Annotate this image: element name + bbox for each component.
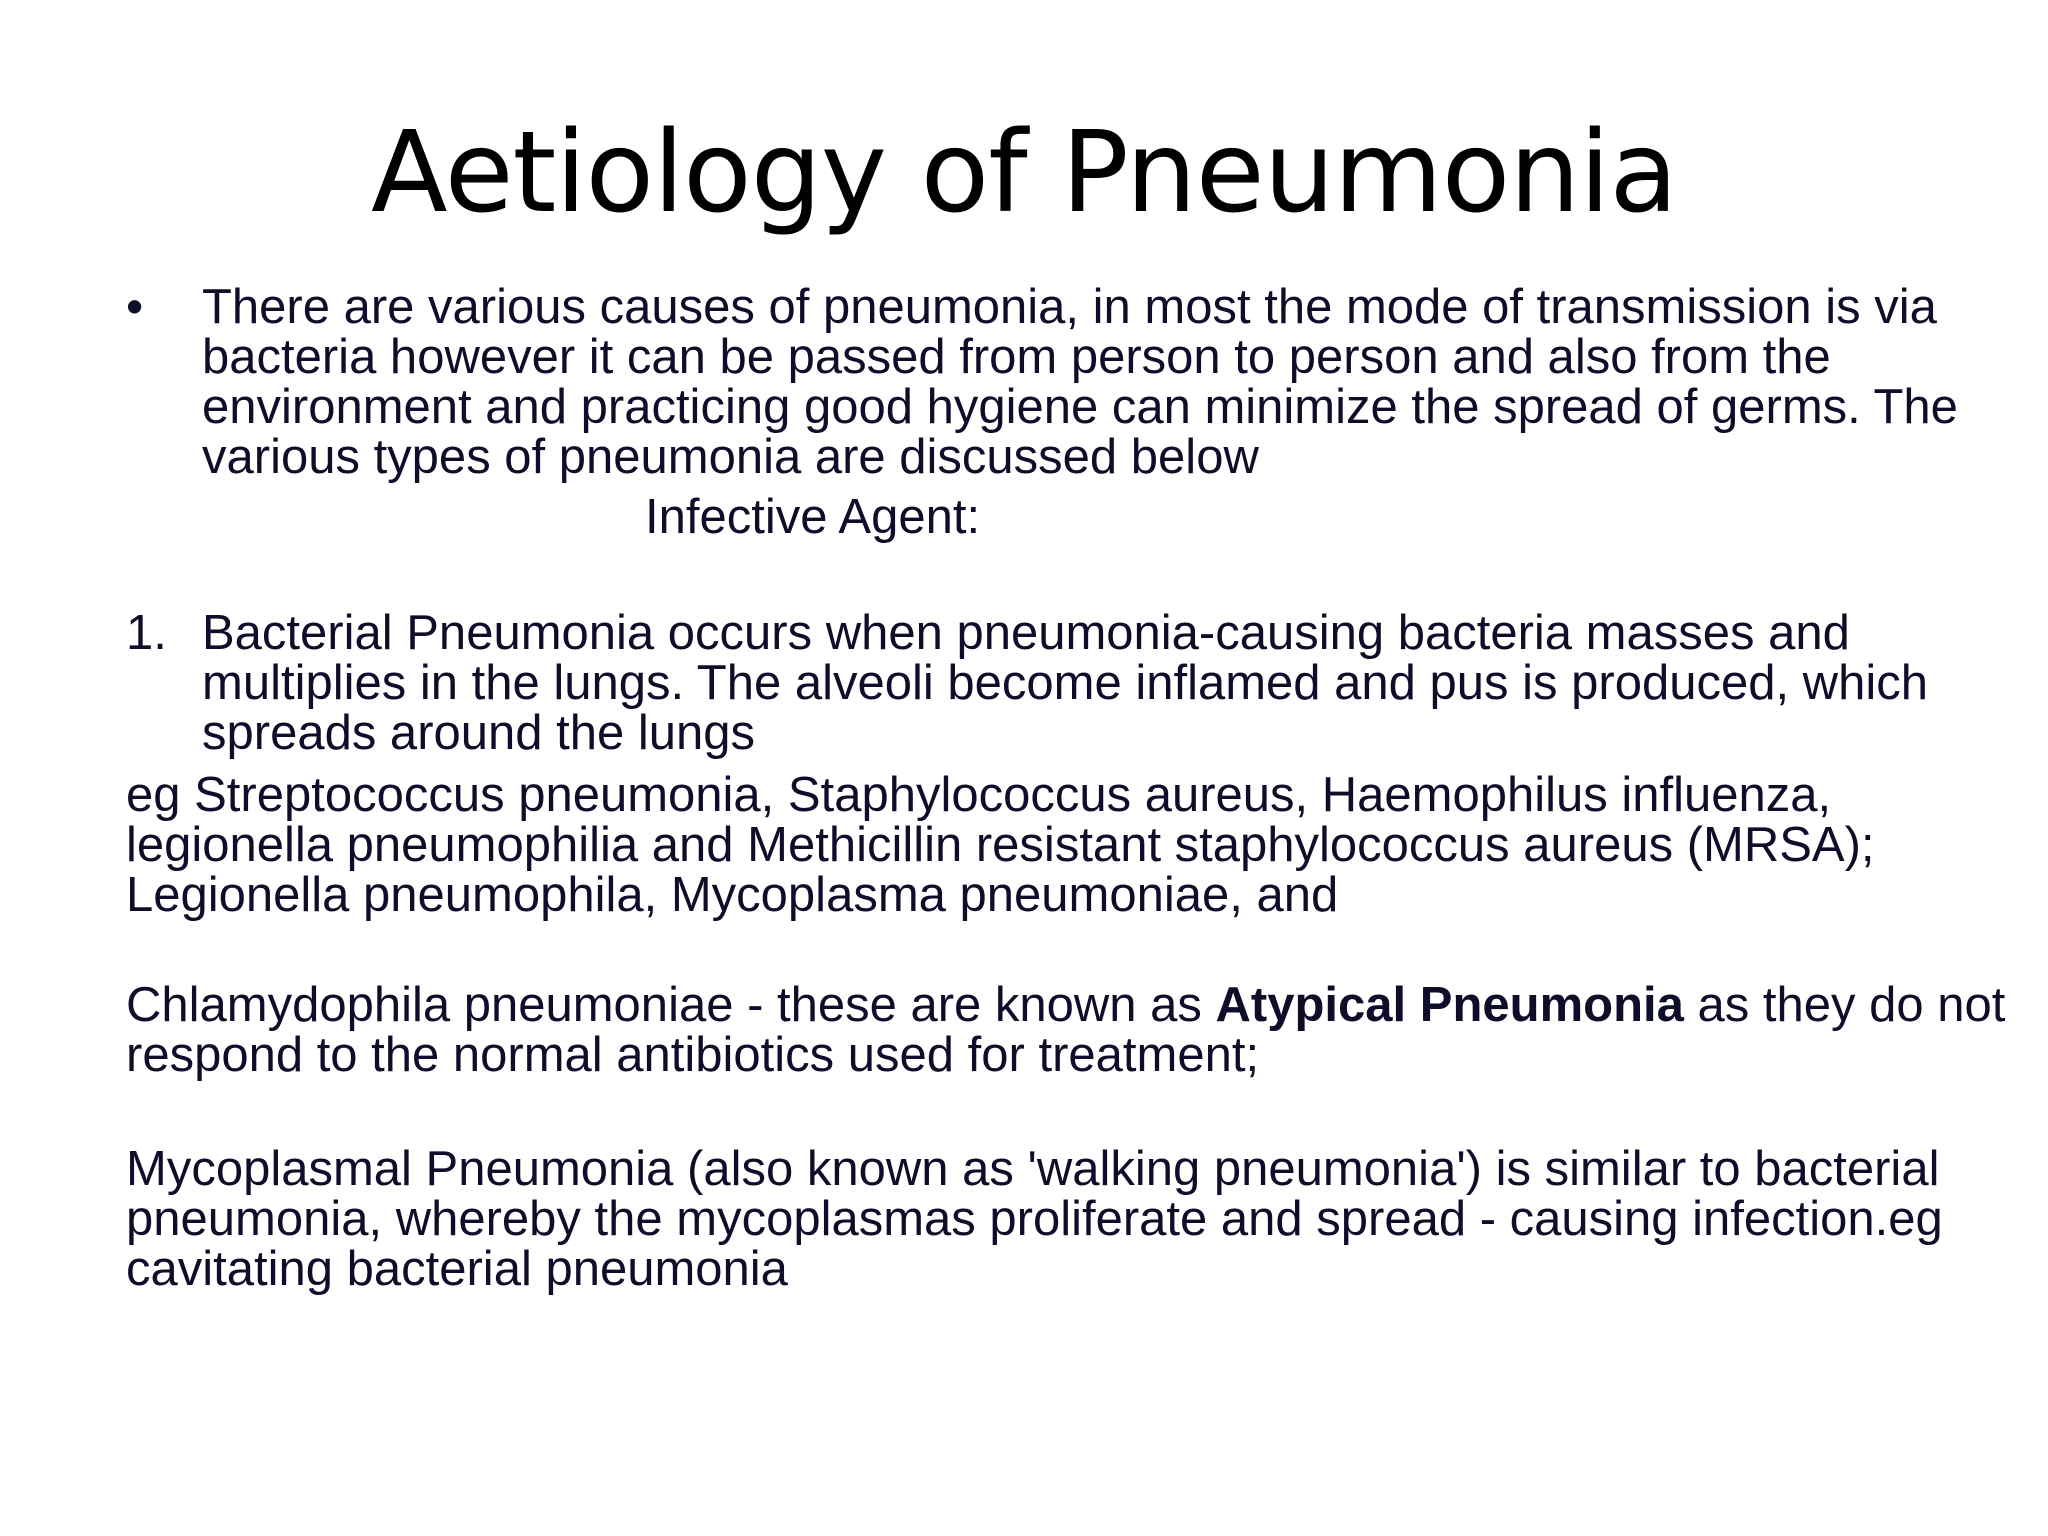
intro-bullet-item <box>126 282 2006 482</box>
chlamydophila-paragraph <box>126 980 2006 1080</box>
mycoplasmal-paragraph: Mycoplasmal Pneumonia (also known as 'walking pneumonia') is similar to bacterial pneumonia, whereby the mycoplasmas proliferate and spread - causing infection.eg cavitating bacterial pneumonia <box>126 1142 1943 1296</box>
infective-agent-heading: Infective Agent: <box>645 490 981 544</box>
list-number: 1. <box>126 606 167 660</box>
slide-body <box>126 282 2006 1294</box>
intro-paragraph: There are various causes of pneumonia, in most the mode of transmission is via bacteria however it can be passed from person to person and also from the environment and practicing good hygiene can minimize the spread of germs. The various types of pneumonia are discussed below <box>202 280 1958 484</box>
slide-title: Aetiology of Pneumonia <box>370 108 1678 238</box>
chlamydophila-text-end: as they do not respond to the normal antibiotics used for treatment; <box>126 978 2006 1082</box>
atypical-pneumonia-term: Atypical Pneumonia <box>1215 978 1684 1032</box>
bullet-marker: • <box>126 280 144 334</box>
numbered-item-1 <box>126 608 2006 758</box>
bacterial-pneumonia-text: Bacterial Pneumonia occurs when pneumonia-causing bacteria masses and multiplies in the lungs. The alveoli become inflamed and pus is produced, which spreads around the lungs <box>202 606 1928 760</box>
bacteria-examples-paragraph: eg Streptococcus pneumonia, Staphylococcus aureus, Haemophilus influenza, legionella pneumophilia and Methicillin resistant staphylococcus aureus (MRSA); Legionella pneumophila, Mycoplasma pneumoniae, and <box>126 768 1875 922</box>
chlamydophila-text-start: Chlamydophila pneumoniae - these are known as <box>126 978 1216 1032</box>
